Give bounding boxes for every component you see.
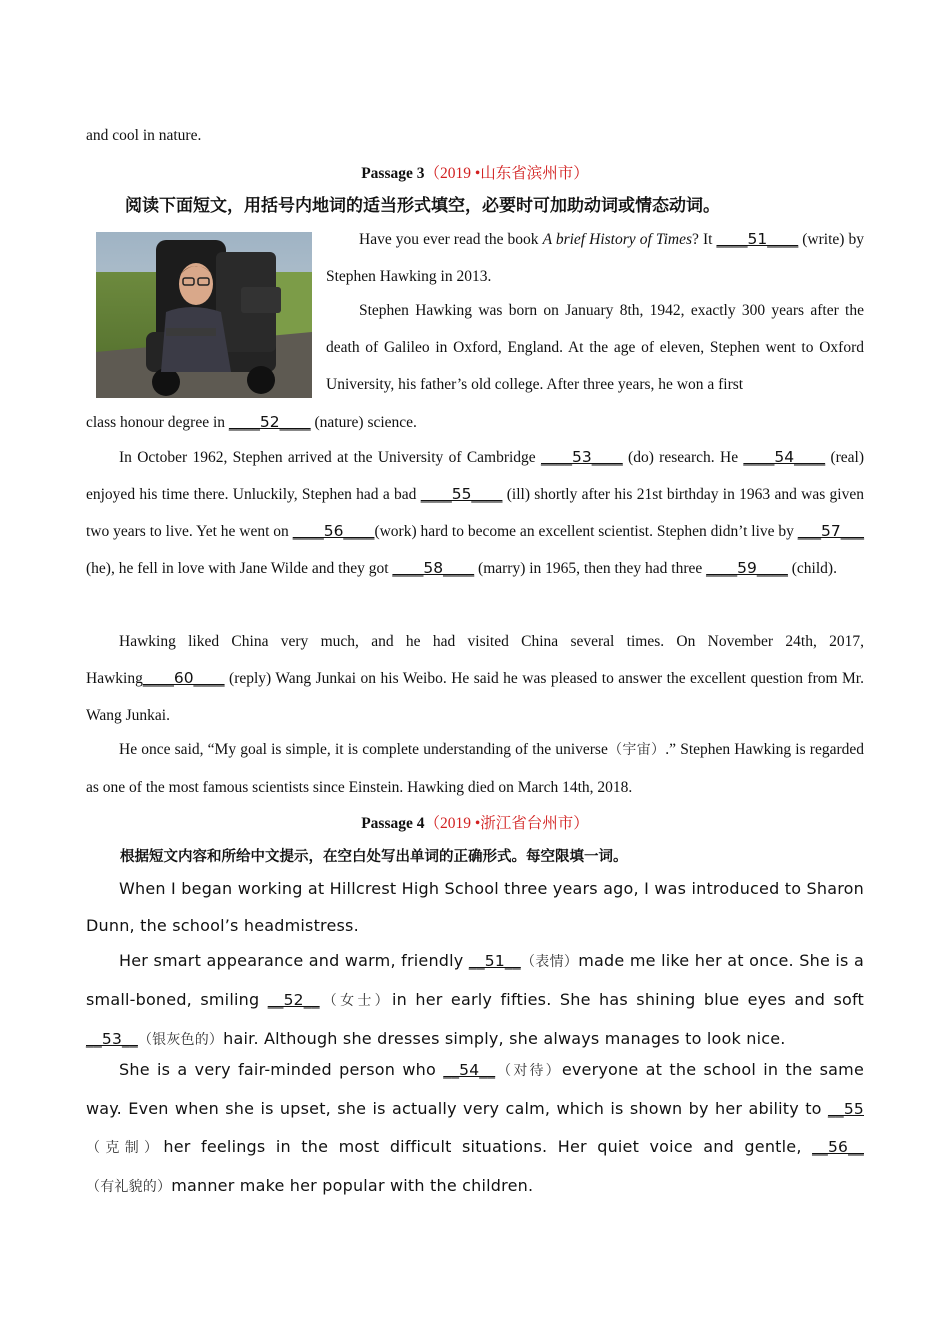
p4-text: She is a very fair-minded person who	[119, 1060, 444, 1079]
blank-53[interactable]: __53__	[86, 1030, 138, 1048]
p3-text: Have you ever read the book	[359, 231, 543, 248]
blank-54[interactable]: __54__	[443, 1061, 496, 1079]
p4-text: her feelings in the most difficult situations. Her quiet voice and gentle,	[163, 1137, 813, 1156]
blank-51[interactable]: ____51____	[716, 230, 799, 248]
blank-57[interactable]: ___57___	[797, 522, 865, 540]
blank-55[interactable]: __55	[827, 1100, 864, 1118]
passage4-paragraph-2	[86, 942, 864, 1059]
blank-52[interactable]: __52__	[267, 991, 320, 1009]
hint-51: （表情）	[520, 954, 579, 970]
hawking-photo	[96, 232, 312, 398]
blank-60[interactable]: ____60____	[142, 669, 225, 687]
passage3-heading	[86, 161, 864, 183]
blank-55[interactable]: ____55____	[420, 485, 503, 503]
p3-text: (write) by Stephen Hawking in 2013.	[326, 231, 865, 285]
passage4-source: （2019 •浙江省台州市）	[424, 815, 589, 832]
passage4-label: Passage 4	[361, 815, 425, 832]
p4-text: manner make her popular with the children.	[171, 1176, 534, 1195]
p3-text: (real) enjoyed his time there. Unluckily, Stephen had a bad	[86, 449, 864, 503]
p3-text: (reply) Wang Junkai on his Weibo. He said he was pleased to answer the excellent question from Mr. Wang Junkai.	[86, 670, 864, 724]
p3-text: (child).	[787, 560, 837, 577]
hint-56: （有礼貌的）	[86, 1179, 172, 1195]
hawking-photo-illustration	[96, 232, 312, 398]
passage3-instruction: 阅读下面短文，用括号内地词的适当形式填空，必要时可加助动词或情态动词。	[125, 196, 720, 216]
blank-54[interactable]: ____54____	[743, 448, 826, 466]
p4-text: everyone at the school in the same way. Even when she is upset, she is actually very calm, which is shown by her ability to	[86, 1060, 864, 1118]
passage4-heading	[86, 811, 864, 833]
p3-text: (ill) shortly after his 21st birthday in 1963 and was given two years to live. Yet he went on	[86, 486, 864, 540]
p4-text: in her early fifties. She has shining blue eyes and soft	[392, 990, 864, 1009]
passage3-paragraph-5	[86, 731, 864, 806]
passage3-paragraph-3	[86, 439, 864, 587]
blank-53[interactable]: ____53____	[541, 448, 623, 466]
book-title: A brief History of Times	[542, 231, 693, 248]
blank-58[interactable]: ____58____	[392, 559, 475, 577]
blank-59[interactable]: ____59____	[706, 559, 788, 577]
blank-51[interactable]: __51__	[468, 952, 521, 970]
passage3-paragraph-1	[326, 221, 864, 295]
passage4-instruction: 根据短文内容和所给中文提示，在空白处写出单词的正确形式。每空限填一词。	[120, 849, 628, 865]
p4-text: Her smart appearance and warm, friendly	[119, 951, 469, 970]
blank-56[interactable]: ____56____	[292, 522, 375, 540]
passage4-paragraph-1: When I began working at Hillcrest High School three years ago, I was introduced to Sharon Dunn, the school’s headmistress.	[86, 879, 864, 935]
hint-universe: （宇宙）	[607, 742, 666, 758]
p3-text: .” Stephen Hawking is regarded as one of the most famous scientists since Einstein. Hawking died on March 14th, 2018.	[86, 741, 865, 796]
passage3-paragraph-2-wrap	[326, 292, 864, 403]
p3-text: In October 1962, Stephen arrived at the University of Cambridge	[119, 449, 541, 466]
hint-52: （女士）	[319, 993, 392, 1009]
hint-53: （银灰色的）	[137, 1032, 224, 1048]
passage3-paragraph-2-lower: class honour degree in ____52____ (nature) science.	[86, 413, 417, 431]
hint-55: （克制）	[86, 1140, 164, 1156]
p3-text: ? It	[692, 231, 717, 248]
passage4-paragraph-3	[86, 1051, 864, 1206]
p3-text: (nature) science.	[310, 414, 417, 431]
p3-text: (marry) in 1965, then they had three	[474, 560, 707, 577]
passage3-paragraph-4	[86, 623, 864, 734]
p3-text: (he), he fell in love with Jane Wilde and they got	[86, 560, 393, 577]
p4-text: made me like her at once. She is a small-boned, smiling	[86, 951, 864, 1009]
hint-54: （对待）	[495, 1063, 562, 1079]
p3-text: (do) research. He	[622, 449, 744, 466]
p3-text: Hawking liked China very much, and he had visited China several times. On November 24th, 2017, Hawking	[86, 633, 864, 687]
p3-text: He once said, “My goal is simple, it is complete understanding of the universe	[119, 741, 608, 758]
blank-52[interactable]: ____52____	[228, 413, 311, 431]
passage3-label: Passage 3	[361, 165, 425, 182]
top-line: and cool in nature.	[86, 127, 202, 144]
blank-56[interactable]: __56__	[812, 1138, 864, 1156]
passage3-source: （2019 •山东省滨州市）	[424, 165, 589, 182]
passage3-paragraph-2-upper: Stephen Hawking was born on January 8th, 1942, exactly 300 years after the death of Galileo in Oxford, England. At the age of eleven, Stephen went to Oxford University, his father’s old college. After three years, he won a first	[326, 302, 864, 393]
p4-text: hair. Although she dresses simply, she always manages to look nice.	[223, 1029, 786, 1048]
p3-text: (work) hard to become an excellent scientist. Stephen didn’t live by	[374, 523, 798, 540]
